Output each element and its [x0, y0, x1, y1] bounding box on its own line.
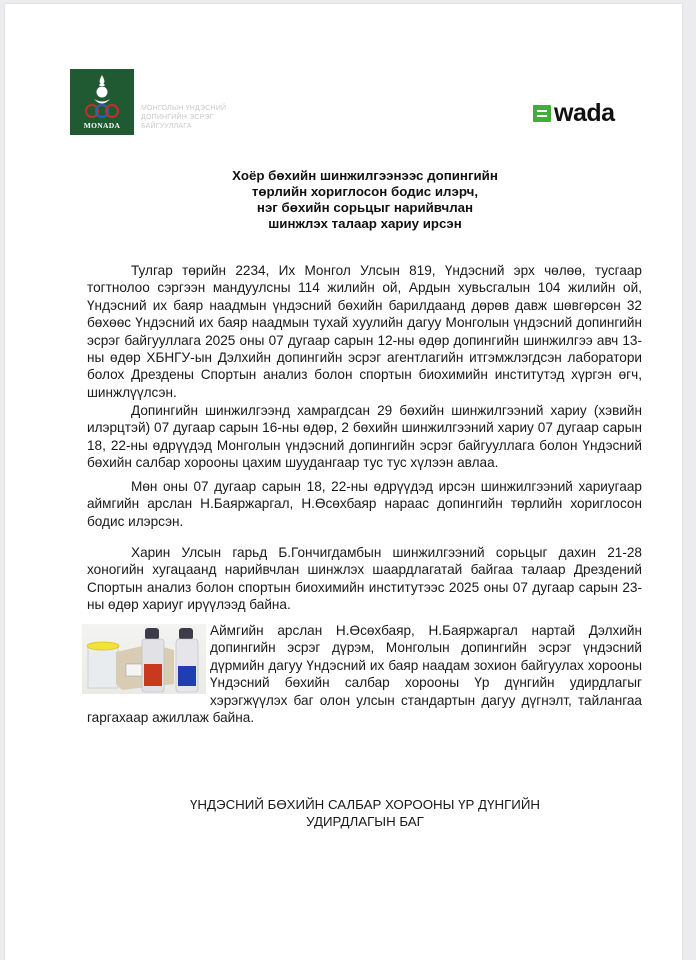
- monada-subtitle-line: ДОПИНГИЙН ЭСРЭГ: [141, 114, 214, 121]
- title-line: шинжлэх талаар хариу ирсэн: [268, 216, 462, 231]
- paragraph-with-photo: [87, 622, 642, 726]
- title-line: Хоёр бөхийн шинжилгээнээс допингийн: [232, 168, 498, 183]
- paragraph: Мөн оны 07 дугаар сарын 18, 22-ны өдрүүдэд ирсэн шинжилгээний хариугаар аймгийн арслан Н.Баяржаргал, Н.Өсөхбаяр нараас допингийн төрлийн хориглосон бодис илэрсэн.: [87, 479, 642, 529]
- paragraph: Допингийн шинжилгээнд хамрагдсан 29 бөхийн шинжилгээний хариу (хэвийн илэрцтэй) 07 дугаар сарын 16-ны өдөр, 2 бөхийн шинжилгээний хариу 07 дугаар сарын 18, 22-ны өдрүүдэд Монголын үндэсний допингийн эсрэг байгууллага болон Үндэсний бөхийн салбар хорооны цахим шуудангаар тус тус хүлээн авлаа.: [87, 403, 642, 471]
- wada-logo-text: wada: [554, 99, 615, 127]
- signature-line: УДИРДЛАГЫН БАГ: [306, 814, 424, 829]
- wada-logo: [533, 99, 615, 127]
- paragraph: Харин Улсын гарьд Б.Гончигдамбын шинжилгээний сорьцыг дахин 21-28 хоногийн хугацаанд нарийвчлан шинжлэх шаардлагатай байгаа талаар Дрездений Спортын анализ болон спортын биохимийн институтээс 2025 оны 07 дугаар сарын 23-ны өдөр хариуг ирүүлээд байна.: [87, 545, 642, 613]
- monada-logo: [70, 69, 134, 135]
- title-line: нэг бөхийн сорьцыг нарийвчлан: [256, 200, 474, 215]
- paragraph: Тулгар төрийн 2234, Их Монгол Улсын 819, Үндэсний эрх чөлөө, тусгаар тогтнолоо сэргээн мандуулсны 114 жилийн ой, Ардын хувьсгалын 104 жилийн ой, Үндэсний их баяр наадмын үндэсний бөхийн барилдаанд дөрөв давж шөвгөрсөн 32 бөхөөс Үндэсний их баяр наадмын тухай хуулийн дагуу Монголын үндэсний допингийн эсрэг байгууллага 2025 оны 07 дугаар сарын 12-ны өдөр допингийн шинжилгээ авч 13-ны өдөр ХБНГУ-ын Дэлхийн допингийн эсрэг агентлагийн итгэмжлэгдсэн лаборатори болох Дрездены Спортын анализ болон спортын биохимийн институтэд хүргэн өгч, шинжлүүлсэн.: [87, 263, 642, 400]
- doping-kit-photo: [82, 624, 206, 694]
- signature-block: [155, 796, 575, 830]
- wada-mark-icon: [533, 105, 551, 122]
- sample-kit-image-icon: [82, 624, 206, 694]
- title-line: төрлийн хориглосон бодис илэрч,: [251, 184, 479, 199]
- monada-subtitle-line: БАЙГУУЛЛАГА: [141, 123, 192, 130]
- signature-line: ҮНДЭСНИЙ БӨХИЙН САЛБАР ХОРООНЫ ҮР ДҮНГИЙН: [190, 797, 540, 812]
- monada-logo-text: MONADA: [83, 121, 121, 130]
- monada-subtitle-line: МОНГОЛЫН ҮНДЭСНИЙ: [141, 105, 227, 112]
- monada-subtitle: [141, 104, 251, 131]
- document-title: [145, 168, 585, 232]
- document-page: [5, 4, 682, 960]
- paragraph-text: Аймгийн арслан Н.Өсөхбаяр, Н.Баяржаргал нартай Дэлхийн допингийн эсрэг дүрэм, Монголын допингийн эсрэг үндэсний дүрмийн дагуу Үндэсний их баяр наадам зохион байгуулах хорооны Үндэсний бөхийн салбар хорооны Үр дүнгийн удирдлагыг хэрэгжүүлэх баг олон улсын стандартын дагуу дүгнэлт, тайлангаа гаргахаар ажиллаж байна.: [87, 623, 642, 726]
